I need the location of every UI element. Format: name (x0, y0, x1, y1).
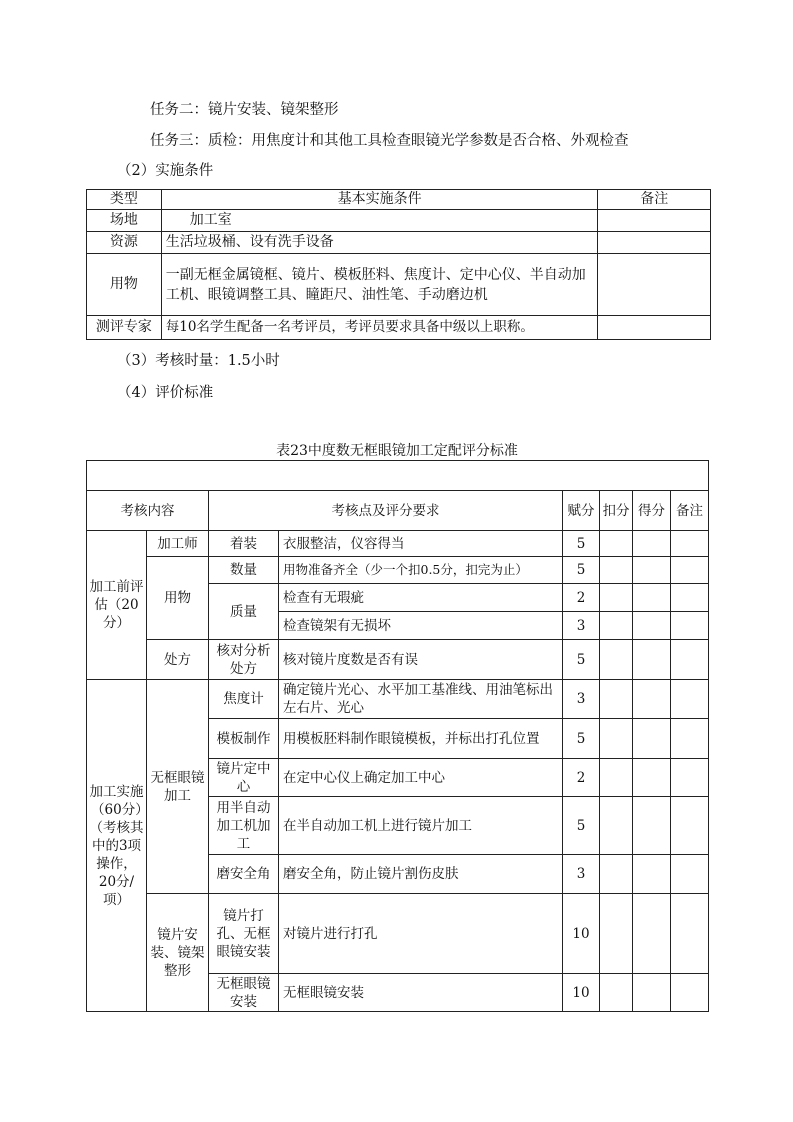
table-row (87, 210, 711, 232)
item: 数量 (209, 557, 279, 584)
subgroup-prescription: 处方 (147, 640, 209, 680)
header-deduct: 扣分 (600, 491, 633, 531)
requirement: 检查有无瑕疵 (279, 584, 563, 612)
row-type: 测评专家 (87, 316, 162, 340)
header-conditions: 基本实施条件 (161, 190, 598, 210)
header-note: 备注 (598, 190, 711, 210)
section-criteria-heading: （4）评价标准 (117, 385, 214, 401)
item: 磨安全角 (209, 855, 279, 894)
points: 3 (563, 680, 600, 719)
item: 用半自动加工机加工 (209, 797, 279, 855)
section-duration-line: （3）考核时量：1.5小时 (117, 353, 280, 369)
score-table (86, 460, 709, 1012)
requirement: 在半自动加工机上进行镜片加工 (279, 797, 563, 855)
subgroup-rimless: 无框眼镜加工 (147, 680, 209, 894)
header-content: 考核内容 (87, 491, 209, 531)
task-two-line: 任务二：镜片安装、镜架整形 (150, 102, 339, 118)
row-type: 资源 (87, 232, 162, 254)
item: 焦度计 (209, 680, 279, 719)
points: 5 (563, 719, 600, 759)
requirement: 用物准备齐全（少一个扣0.5分，扣完为止） (279, 557, 563, 584)
requirement: 用模板胚料制作眼镜模板，并标出打孔位置 (279, 719, 563, 759)
row-type: 用物 (87, 254, 162, 316)
row-note (598, 254, 711, 316)
item: 着装 (209, 531, 279, 557)
section-conditions-heading: （2）实施条件 (117, 163, 214, 179)
header-type: 类型 (87, 190, 162, 210)
item: 模板制作 (209, 719, 279, 759)
table-row (87, 254, 711, 316)
item: 质量 (209, 584, 279, 640)
table-row (87, 232, 711, 254)
table-title-row (87, 461, 709, 491)
row-content: 加工室 (161, 210, 598, 232)
table-row (87, 894, 709, 974)
item: 无框眼镜安装 (209, 974, 279, 1012)
points: 10 (563, 974, 600, 1012)
group-impl: 加工实施（60分）（考核其中的3项操作，20分/项） (87, 680, 147, 1012)
points: 10 (563, 894, 600, 974)
table-header-row (87, 491, 709, 531)
points: 2 (563, 584, 600, 612)
table-row (87, 316, 711, 340)
requirement: 检查镜架有无损坏 (279, 612, 563, 640)
points: 2 (563, 759, 600, 797)
task-three-line: 任务三：质检：用焦度计和其他工具检查眼镜光学参数是否合格、外观检查 (150, 133, 629, 149)
points: 3 (563, 612, 600, 640)
header-remark: 备注 (671, 491, 709, 531)
row-note (598, 232, 711, 254)
points: 3 (563, 855, 600, 894)
row-content: 一副无框金属镜框、镜片、模板胚料、焦度计、定中心仪、半自动加工机、眼镜调整工具、瞳距尺、油性笔、手动磨边机 (161, 254, 598, 316)
item: 镜片打孔、无框眼镜安装 (209, 894, 279, 974)
group-pre: 加工前评估（20分） (87, 531, 147, 680)
points: 5 (563, 797, 600, 855)
requirement: 核对镜片度数是否有误 (279, 640, 563, 680)
table-row (87, 640, 709, 680)
row-content: 生活垃圾桶、设有洗手设备 (161, 232, 598, 254)
requirement: 确定镜片光心、水平加工基准线、用油笔标出左右片、光心 (279, 680, 563, 719)
table-row (87, 557, 709, 584)
row-note (598, 210, 711, 232)
subgroup-mount: 镜片安装、镜架整形 (147, 894, 209, 1012)
header-points: 考核点及评分要求 (209, 491, 563, 531)
row-content: 每10名学生配备一名考评员，考评员要求具备中级以上职称。 (161, 316, 598, 340)
row-type: 场地 (87, 210, 162, 232)
table-row (87, 680, 709, 719)
item: 镜片定中心 (209, 759, 279, 797)
points: 5 (563, 557, 600, 584)
requirement: 在定中心仪上确定加工中心 (279, 759, 563, 797)
table-header-row (87, 190, 711, 210)
requirement: 对镜片进行打孔 (279, 894, 563, 974)
points: 5 (563, 640, 600, 680)
subgroup-processor: 加工师 (147, 531, 209, 557)
subgroup-supplies: 用物 (147, 557, 209, 640)
header-score: 得分 (633, 491, 671, 531)
item: 核对分析处方 (209, 640, 279, 680)
requirement: 无框眼镜安装 (279, 974, 563, 1012)
table-row (87, 531, 709, 557)
conditions-table (86, 189, 711, 340)
table-caption: 表23中度数无框眼镜加工定配评分标准 (276, 443, 518, 459)
requirement: 磨安全角，防止镜片割伤皮肤 (279, 855, 563, 894)
row-note (598, 316, 711, 340)
points: 5 (563, 531, 600, 557)
header-assigned: 赋分 (563, 491, 600, 531)
requirement: 衣服整洁，仪容得当 (279, 531, 563, 557)
